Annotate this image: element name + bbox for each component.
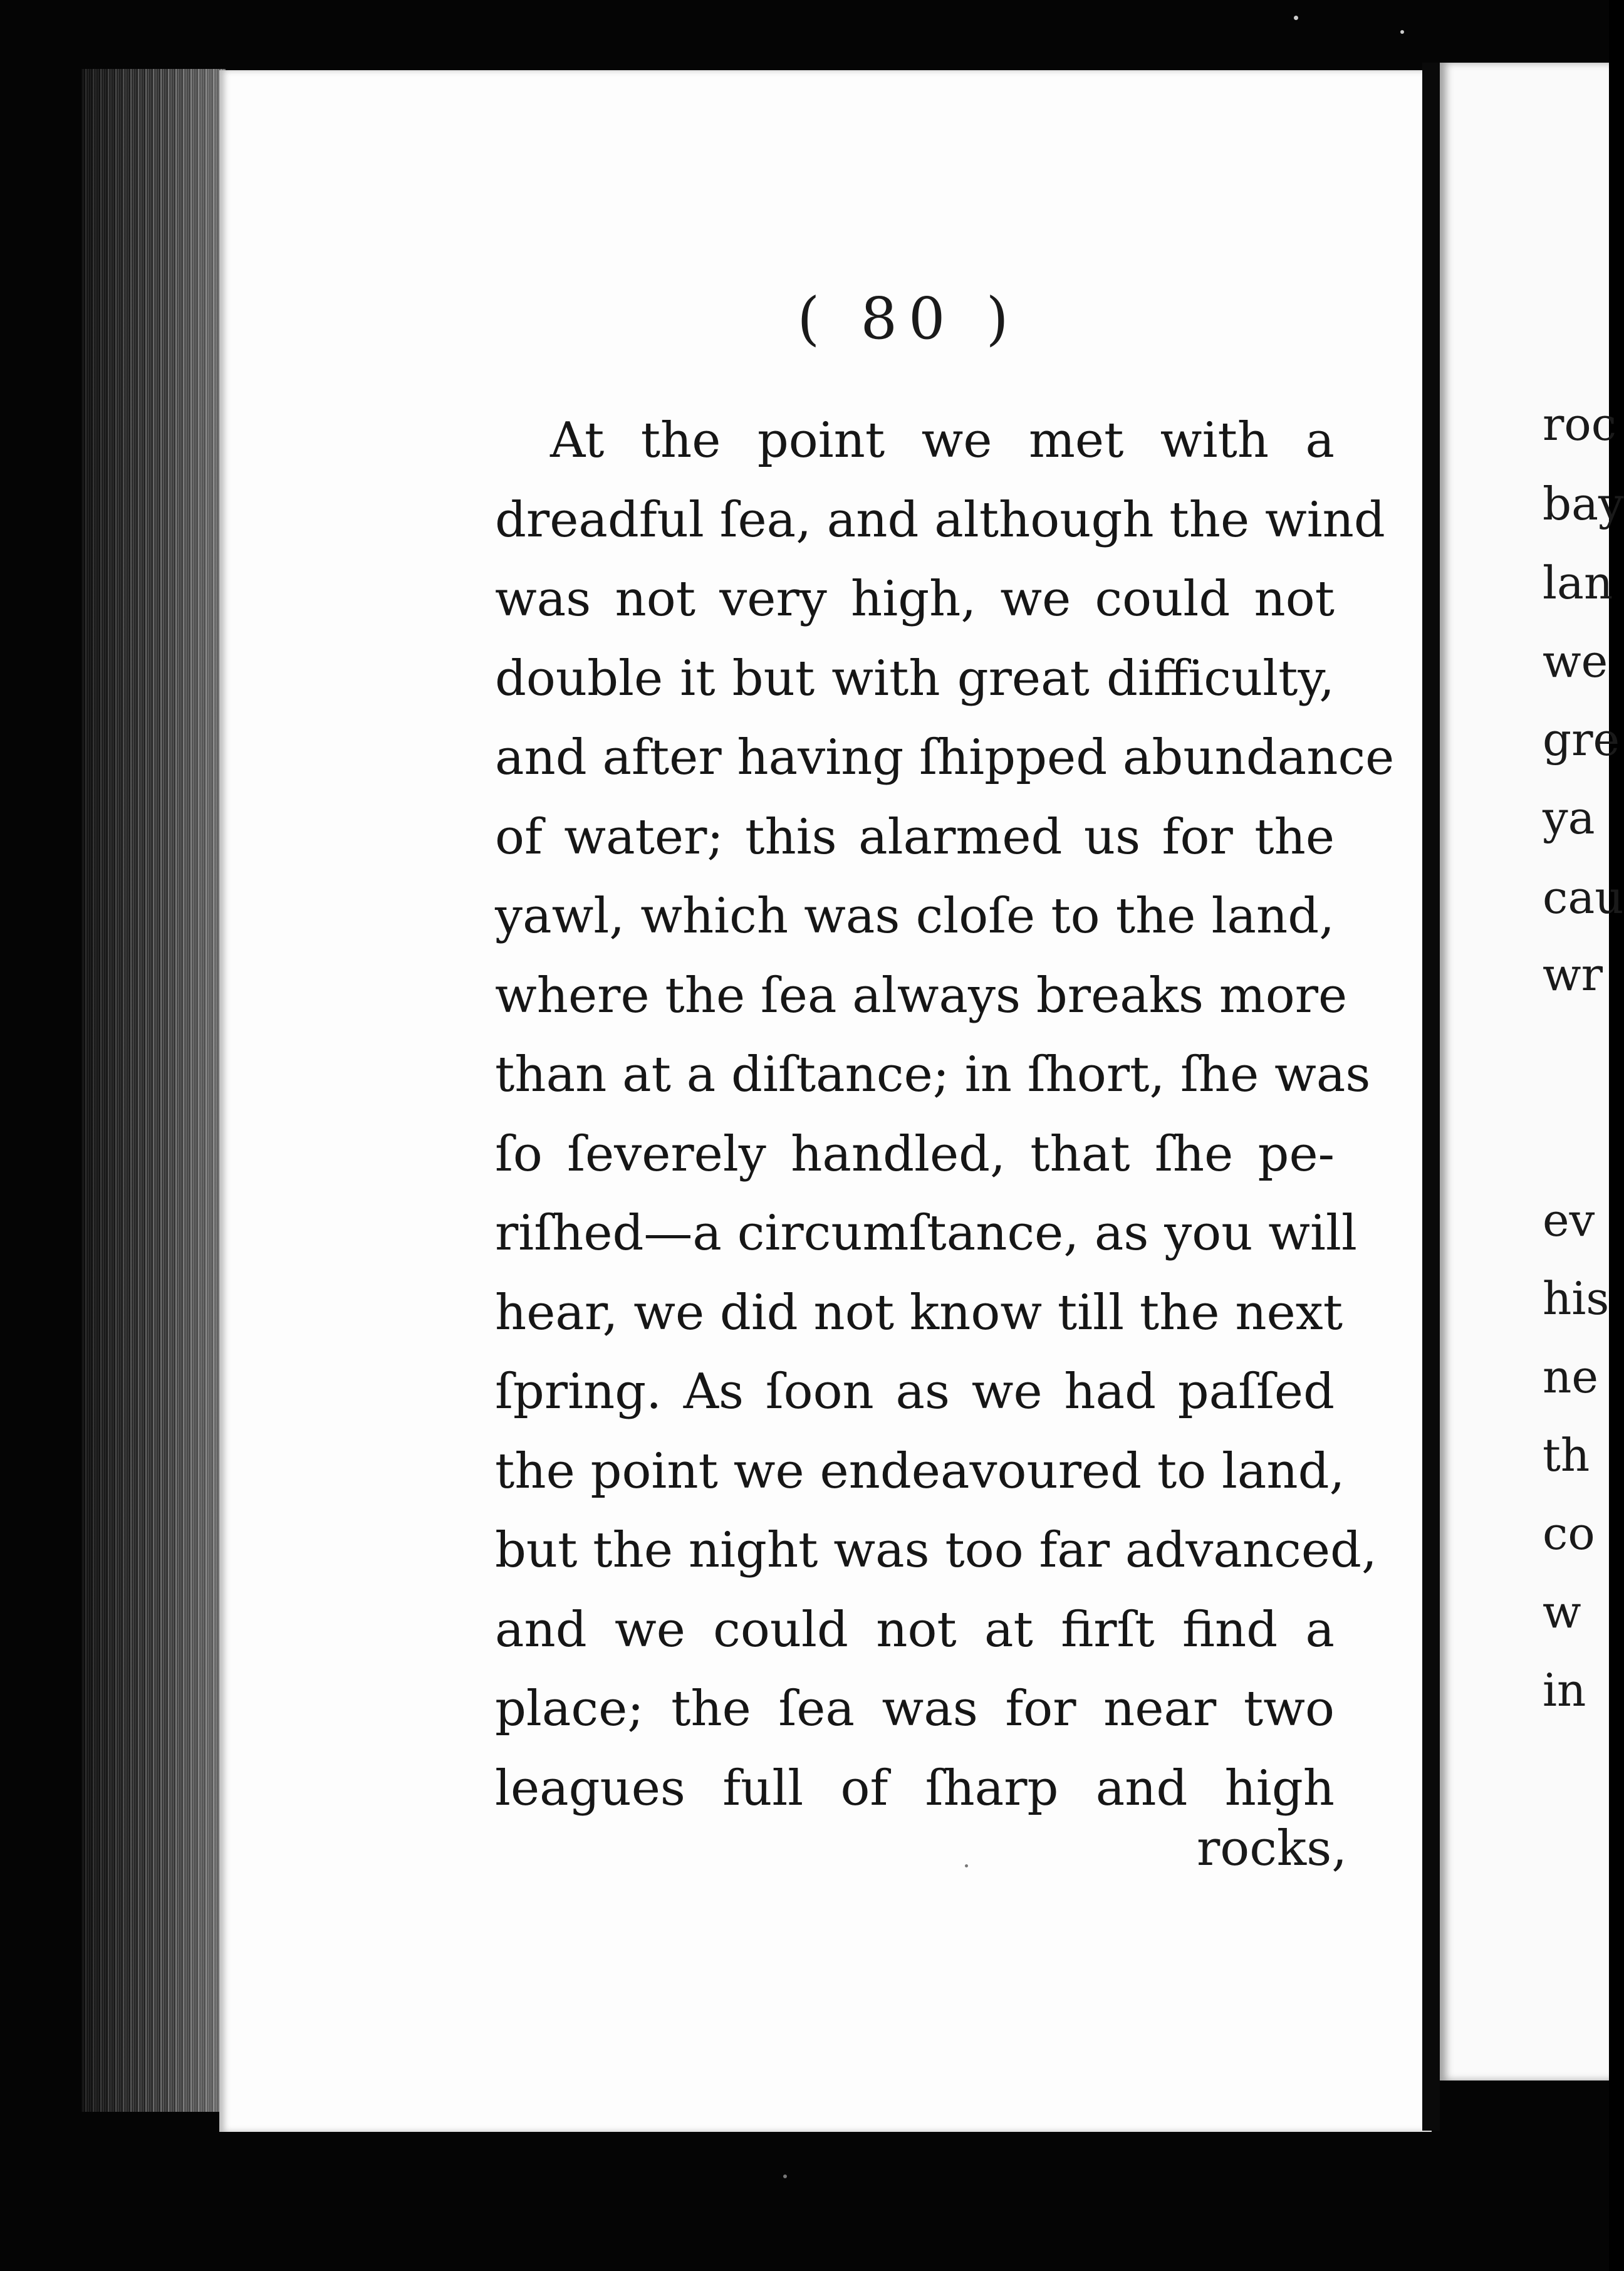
- text-line: ſo ſeverely handled, that ſhe pe-: [495, 1125, 1335, 1182]
- facing-page-fragment: cau: [1543, 871, 1624, 924]
- facing-page-fragment: bay: [1543, 478, 1624, 530]
- text-line: At the point we met with a: [550, 412, 1335, 469]
- text-line: leagues full of ſharp and high: [495, 1760, 1335, 1817]
- facing-page-fragment: wr: [1543, 948, 1603, 1001]
- book-gutter: [1422, 63, 1440, 2131]
- facing-page-fragment: ev: [1543, 1194, 1595, 1246]
- text-line: and after having ſhipped abundance: [495, 729, 1395, 786]
- facing-page-fragment: in: [1543, 1664, 1586, 1716]
- catchword: rocks,: [1197, 1820, 1348, 1877]
- body-text: [495, 401, 1395, 1828]
- text-line: where the ſea always breaks more: [495, 967, 1348, 1024]
- text-line: of water; this alarmed us for the: [495, 808, 1335, 865]
- text-line: and we could not at firſt find a: [495, 1601, 1335, 1658]
- text-line: but the night was too far advanced,: [495, 1522, 1377, 1579]
- facing-page-fragment: co: [1543, 1507, 1595, 1560]
- facing-page-fragment: th: [1543, 1429, 1590, 1481]
- facing-page-fragment: roc: [1543, 398, 1617, 451]
- scan-speck: [1400, 30, 1404, 34]
- facing-page-fragment: we: [1543, 635, 1608, 687]
- text-line: dreadful ſea, and although the wind: [495, 491, 1385, 548]
- text-line: was not very high, we could not: [495, 571, 1335, 627]
- facing-page-fragment: ya: [1543, 791, 1595, 844]
- text-line: ſpring. As ſoon as we had paſſed: [495, 1364, 1335, 1420]
- facing-page-fragment: his: [1543, 1272, 1610, 1325]
- book-fore-edge: [81, 69, 226, 2112]
- page-number: ( 80 ): [797, 285, 1020, 352]
- text-line: yawl, which was cloſe to the land,: [495, 888, 1335, 944]
- scan-speck: [783, 2174, 787, 2178]
- text-line: the point we endeavoured to land,: [495, 1443, 1345, 1500]
- scan-speck: [1294, 16, 1298, 20]
- text-line: place; the ſea was for near two: [495, 1681, 1335, 1737]
- facing-page-fragment: w: [1543, 1585, 1581, 1638]
- facing-page-fragment: lan: [1543, 556, 1613, 609]
- facing-page-fragment: ne: [1543, 1350, 1598, 1403]
- text-line: riſhed—a circumſtance, as you will: [495, 1205, 1357, 1261]
- scan-speck: [965, 1864, 968, 1867]
- text-line: double it but with great difficulty,: [495, 650, 1335, 707]
- text-line: hear, we did not know till the next: [495, 1284, 1343, 1341]
- facing-page-fragment: gre: [1543, 713, 1620, 766]
- facing-page: [1440, 63, 1609, 2080]
- text-line: than at a diſtance; in ſhort, ſhe was: [495, 1047, 1371, 1103]
